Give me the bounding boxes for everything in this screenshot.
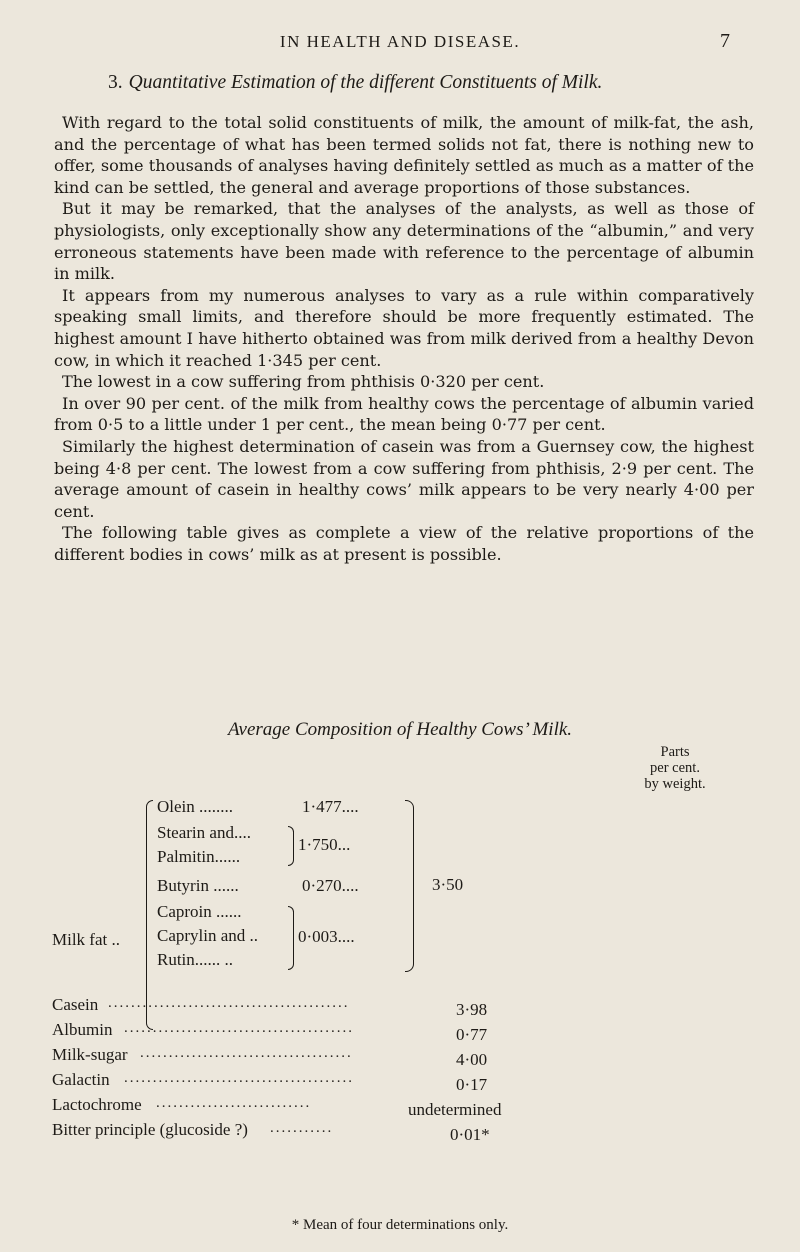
- fat-component-name: Caprylin and ..: [157, 926, 259, 945]
- paragraph: Similarly the highest determination of casein was from a Guernsey cow, the highest being 4·8 per cent. The lowest from a cow suffering from phthisis, 2·9 per cent. The average amount of casein in healthy cows’ milk appears to be very nearly 4·00 per cent.: [54, 436, 754, 521]
- fat-component-value: 0·270....: [302, 876, 359, 895]
- section-number: 3.: [108, 72, 123, 93]
- fat-component-name: Butyrin ......: [157, 876, 239, 895]
- dot-leader: .....................................: [140, 1045, 353, 1061]
- table-row-name: Lactochrome: [52, 1095, 142, 1114]
- body-text: [54, 112, 754, 565]
- section-title: Quantitative Estimation of the different Constituents of Milk.: [128, 72, 603, 93]
- paragraph: But it may be remarked, that the analyses of the analysts, as well as those of physiologists, only exceptionally show any determinations of the “albumin,” and very erroneous statements have been made with reference to the percentage of albumin in milk.: [54, 199, 754, 284]
- table-row-value: 0·77: [456, 1025, 488, 1044]
- dot-leader: ........................................: [124, 1020, 354, 1036]
- fat-component-name: Stearin and....: [157, 823, 251, 842]
- page-header: [0, 32, 800, 54]
- paragraph: It appears from my numerous analyses to vary as a rule within comparatively speaking small limits, and therefore should be more frequently estimated. The highest amount I have hitherto obtained was from milk derived from a healthy Devon cow, in which it reached 1·345 per cent.: [54, 285, 754, 370]
- milk-fat-close-brace: [405, 800, 414, 972]
- page-number: 7: [720, 30, 730, 52]
- fat-component-value: 1·477....: [302, 797, 359, 816]
- unit-note-line: by weight.: [644, 776, 706, 792]
- table-row-value: 4·00: [456, 1050, 488, 1069]
- table-row-name: Milk-sugar: [52, 1045, 128, 1064]
- running-head: IN HEALTH AND DISEASE.: [279, 32, 521, 51]
- table-row-name: Albumin: [52, 1020, 113, 1039]
- table-row-name: Casein: [52, 995, 99, 1014]
- unit-note: [620, 744, 730, 792]
- dot-leader: ...........: [270, 1120, 334, 1136]
- table-row-value: 0·17: [456, 1075, 488, 1094]
- unit-note-line: Parts: [660, 744, 690, 760]
- fat-component-name: Palmitin......: [157, 847, 241, 866]
- unit-note-line: per cent.: [650, 760, 700, 776]
- paragraph: The following table gives as complete a view of the relative proportions of the different bodies in cows’ milk as at present is possible.: [54, 523, 754, 564]
- table-row-value: 0·01*: [450, 1125, 490, 1144]
- footnote: * Mean of four determinations only.: [291, 1217, 509, 1233]
- milk-fat-label: Milk fat ..: [52, 930, 120, 949]
- dot-leader: ..........................................: [108, 995, 350, 1011]
- dot-leader: ...........................: [156, 1095, 312, 1111]
- table-row-name: Bitter principle (glucoside ?): [52, 1120, 248, 1139]
- caproin-group-value: 0·003....: [298, 927, 355, 946]
- fat-component-name: Caproin ......: [157, 902, 242, 921]
- table-row-value: undetermined: [408, 1100, 502, 1119]
- stearin-palmitin-value: 1·750...: [298, 835, 351, 854]
- paragraph: With regard to the total solid constituents of milk, the amount of milk-fat, the ash, and the percentage of what has been termed solids not fat, there is nothing new to offer, some thousands of analyses having definitely settled as much as a matter of the kind can be settled, the general and average proportions of those substances.: [54, 113, 754, 197]
- table-row-value: 3·98: [456, 1000, 488, 1019]
- table-title: Average Composition of Healthy Cows’ Milk.: [227, 719, 573, 740]
- stearin-palmitin-brace: [288, 826, 294, 866]
- caproin-group-brace: [288, 906, 294, 970]
- table-row-name: Galactin: [52, 1070, 110, 1089]
- fat-component-name: Rutin...... ..: [157, 950, 234, 969]
- paragraph: In over 90 per cent. of the milk from healthy cows the percentage of albumin varied from 0·5 to a little under 1 per cent., the mean being 0·77 per cent.: [54, 393, 754, 435]
- dot-leader: ........................................: [124, 1070, 354, 1086]
- milk-fat-total: 3·50: [432, 875, 464, 894]
- paragraph: The lowest in a cow suffering from phthisis 0·320 per cent.: [62, 372, 545, 392]
- fat-component-name: Olein ........: [157, 797, 234, 816]
- section-heading: [108, 72, 602, 94]
